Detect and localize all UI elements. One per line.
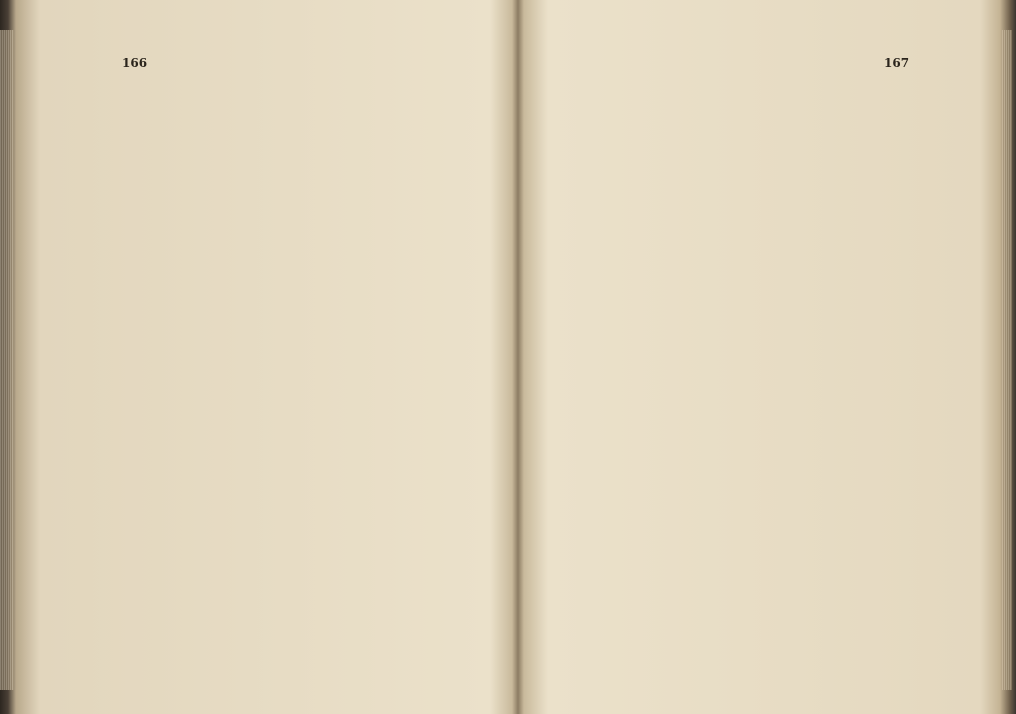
left-page-column-1 <box>122 78 292 690</box>
right-page-column-1 <box>563 78 731 690</box>
page-number-left: 166 <box>122 56 148 70</box>
left-page-column-2 <box>304 78 480 690</box>
page-edge-right <box>1002 30 1012 690</box>
right-page-column-2 <box>742 78 912 690</box>
page-edge-left <box>0 30 14 690</box>
page-number-right: 167 <box>884 56 910 70</box>
